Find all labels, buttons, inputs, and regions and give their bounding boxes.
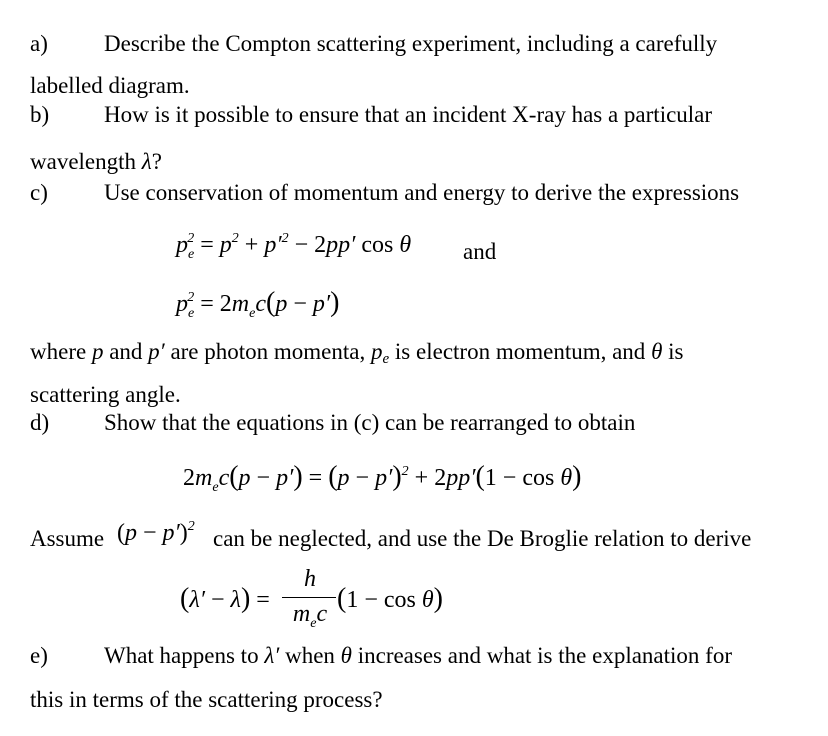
and-text: and — [463, 239, 497, 264]
equation-neglected-term: $(p - p')^2$ — [117, 519, 195, 546]
equation-compton-shift-rhs: (1 − cos θ) — [337, 583, 443, 614]
item-a-label: a) — [30, 31, 48, 56]
item-e-line2: this in terms of the scattering process? — [30, 687, 383, 712]
item-b-line1: How is it possible to ensure that an incident X-ray has a particular — [104, 102, 713, 127]
item-a-line2: labelled diagram. — [30, 73, 190, 98]
item-c-line1: Use conservation of momentum and energy to derive the expressions — [104, 180, 740, 205]
equation-compton-shift-lhs: (λ′ − λ) = — [180, 583, 270, 614]
assume-suffix: can be neglected, and use the De Broglie relation to derive — [213, 526, 752, 551]
equation-rearranged: $2m_ec(p - p') = (p - p')^2 + 2pp'(1 - \cos \theta)$ — [183, 461, 582, 495]
fraction-numerator: h — [304, 566, 316, 592]
item-d-line1: Show that the equations in (c) can be rearranged to obtain — [104, 410, 636, 435]
assume-prefix: Assume — [30, 526, 105, 551]
item-a-line1: Describe the Compton scattering experiment, including a carefully — [104, 31, 718, 56]
equation-momentum-conservation: $p_e^2 = p^2 + p'^2 - 2pp'$ cos θ — [176, 231, 412, 262]
item-b-line2: wavelength λ? — [30, 149, 162, 174]
item-d-label: d) — [30, 410, 50, 435]
item-c-where-line: where p and p′ are photon momenta, pe is electron momentum, and θ is — [30, 339, 684, 367]
fraction-bar — [282, 597, 336, 598]
fraction-denominator: $m_ec$ — [292, 601, 328, 631]
item-e-line1: What happens to λ′ when θ increases and what is the explanation for — [104, 643, 732, 668]
item-e-label: e) — [30, 643, 48, 668]
item-b-label: b) — [30, 102, 50, 127]
item-c-last-line: scattering angle. — [30, 382, 181, 407]
equation-energy-conservation: $p_e^2 = 2m_ec(p - p')$ — [176, 287, 340, 321]
item-c-label: c) — [30, 180, 48, 205]
